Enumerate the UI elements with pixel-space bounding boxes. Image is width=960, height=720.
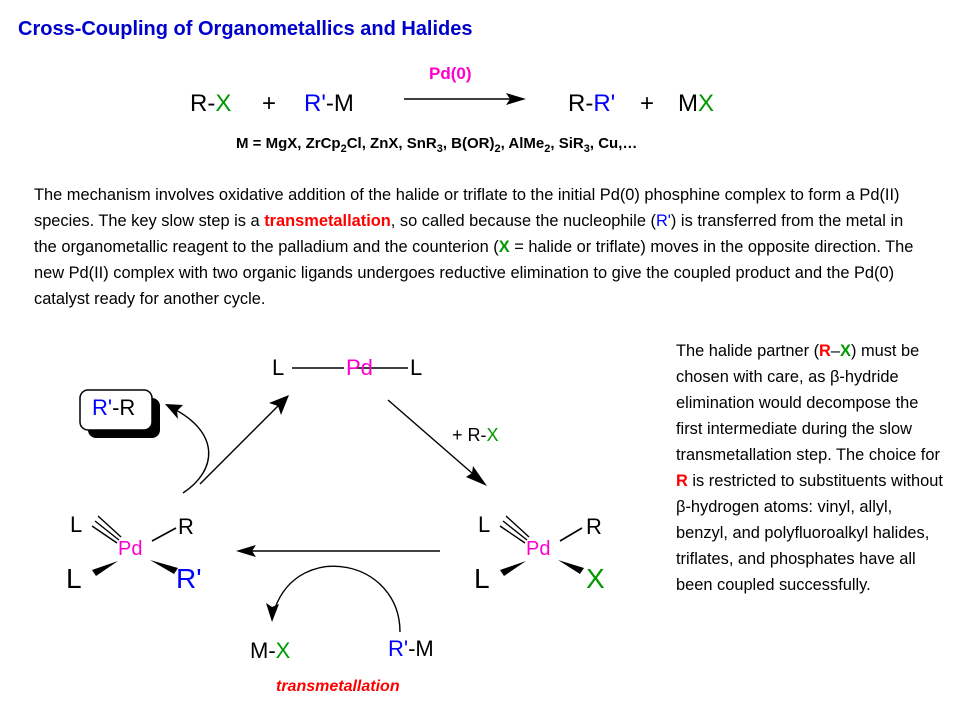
sidebar-text: -hydride elimination would decompose the first intermediate during the slow transmetallation step. The choice for [676, 368, 940, 464]
left-ligand-top: L [70, 512, 83, 537]
cycle-byproduct [250, 638, 290, 664]
reagent-dash: - [480, 425, 487, 445]
reductive-elimination-arrow [200, 402, 282, 484]
product-dash: - [585, 90, 594, 117]
paragraph-text: The mechanism involves oxidative addition of the halide or triflate to the initial Pd(0) phosphine complex to form a Pd(II) species. The key slow step is a [34, 186, 900, 230]
paragraph-text: = halide or triflate) moves in the opposite direction. The new Pd(II) complex with two organic ligands undergoes reductive elimination to give the coupled product and the Pd(0) catalyst ready for another cycle. [34, 238, 914, 308]
product-r-prime: R' [593, 90, 616, 117]
oxidative-addition-arrowhead [466, 466, 487, 486]
equation-catalyst: Pd(0) [429, 64, 472, 83]
product-r: R [568, 90, 586, 117]
cycle-organometallic-m: M [415, 636, 434, 661]
left-ligand-bottom: L [66, 563, 82, 594]
metals-text: , Cu,… [589, 135, 638, 152]
byproduct-m: M [678, 90, 698, 117]
product-box-label [92, 395, 135, 421]
exchange-arrowhead [266, 603, 279, 622]
top-ligand-right: L [410, 355, 423, 380]
product-box-r-prime: R' [92, 395, 113, 420]
metals-sub: 3 [583, 143, 590, 155]
metals-text: , AlMe [500, 135, 545, 152]
metals-sub: 3 [436, 143, 443, 155]
cycle-organometallic-r-prime: R' [388, 636, 409, 661]
byproduct-x: X [698, 90, 715, 117]
right-group-r: R [586, 514, 602, 539]
metals-text: Cl, ZnX, SnR [346, 135, 437, 152]
equation-product-plus: + [640, 90, 655, 117]
sidebar-text: The halide partner ( [676, 342, 820, 360]
metals-sub: 2 [340, 143, 347, 155]
right-ligand-top: L [478, 512, 491, 537]
paragraph-highlight: transmetallation [264, 212, 391, 230]
sidebar-r: R [676, 472, 688, 490]
paragraph-text: ) is transferred from the metal in the organometallic reagent to the palladium and the counterion ( [34, 212, 904, 256]
product-box-r: R [119, 395, 136, 420]
equation-r-prime: R' [304, 90, 326, 117]
cycle-organometallic-dash: - [408, 636, 416, 661]
equation-r: R [190, 90, 208, 117]
equation-plus: + [262, 90, 277, 117]
cycle-byproduct-m: M [250, 638, 269, 663]
left-group-r: R [178, 514, 194, 539]
paragraph-text: , so called because the nucleophile ( [390, 212, 656, 230]
sidebar-text: -hydrogen atoms: vinyl, allyl, benzyl, and polyfluoroalkyl halides, triflates, and phosphates have all been coupled successfully. [676, 498, 930, 594]
reagent-r: R [467, 425, 481, 445]
paragraph-r-prime: R' [655, 212, 671, 230]
reagent-x: X [486, 425, 499, 445]
paragraph-x: X [498, 238, 510, 256]
equation-dash: - [207, 90, 216, 117]
metals-sub: 2 [494, 143, 501, 155]
cycle-byproduct-x: X [275, 638, 291, 663]
left-palladium: Pd [118, 538, 143, 560]
product-box-dash: - [112, 395, 120, 420]
metals-text: M = MgX, ZrCp [236, 135, 341, 152]
transmetallation-label: transmetallation [276, 678, 400, 695]
reagent-plus: + [452, 425, 468, 445]
top-palladium [346, 355, 373, 381]
right-group-x: X [586, 563, 605, 594]
top-ligand-left: L [272, 355, 285, 380]
top-palladium-label: Pd [346, 355, 373, 380]
cycle-byproduct-dash: - [268, 638, 276, 663]
sidebar-text: is restricted to substituents without [687, 472, 943, 490]
metals-sub: 2 [544, 143, 551, 155]
cycle-organometallic [388, 636, 434, 662]
product-release-arrowhead [165, 404, 183, 419]
metals-text: , SiR [550, 135, 584, 152]
page-title: Cross-Coupling of Organometallics and Halides [18, 18, 473, 40]
exchange-curve [275, 566, 400, 632]
left-group-r-prime: R' [176, 563, 202, 594]
sidebar-text: ) must be chosen with care, as [676, 342, 920, 386]
oxidative-addition-reagent [452, 425, 499, 446]
equation-m: -M [325, 90, 354, 117]
metals-text: , B(OR) [442, 135, 495, 152]
sidebar-x: X [840, 342, 851, 360]
beta-symbol: β [829, 368, 840, 386]
equation-x: X [215, 90, 232, 117]
right-palladium: Pd [526, 538, 551, 560]
sidebar-dash: – [830, 342, 841, 360]
beta-symbol: β [676, 498, 686, 516]
right-ligand-bottom: L [474, 563, 490, 594]
sidebar-r: R [819, 342, 831, 360]
